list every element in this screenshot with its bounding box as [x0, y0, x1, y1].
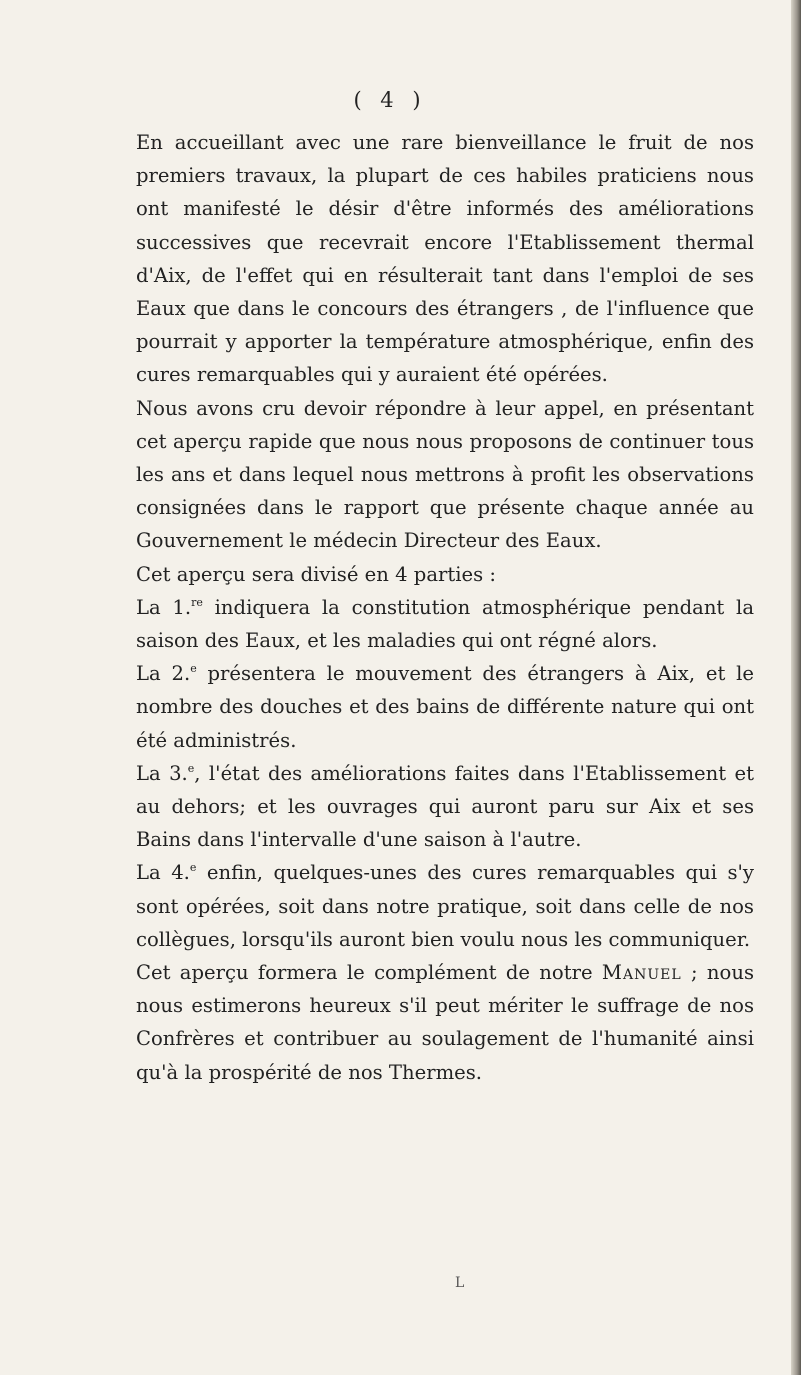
page-number: ( 4 ) [353, 88, 427, 112]
item-text: enfin, quelques-unes des cures remarquables qui s'y sont opérées, soit dans notre pratique, soit dans celle de nos collègues, lorsqu'ils auront bien voulu nous les communiquer. [136, 861, 754, 951]
page-edge [791, 0, 801, 1375]
closing-text-end: ; nous nous estimerons heureux s'il peut mériter le suffrage de nos Confrères et contribuer au soulagement de l'humanité ainsi qu'à la prospérité de nos Thermes. [136, 961, 754, 1084]
item-number: La 2. [136, 662, 191, 686]
list-item-4 [136, 856, 754, 956]
body-text [136, 126, 754, 1089]
manuel-title: Manuel [601, 961, 682, 985]
closing-text-start: Cet aperçu formera le complément de notre [136, 961, 602, 985]
list-item-1 [136, 591, 754, 657]
item-number: La 1. [136, 595, 192, 619]
item-ordinal: e [190, 662, 197, 676]
stray-mark: L [455, 1275, 465, 1291]
item-number: La 4. [136, 861, 190, 885]
paragraph-3: Cet aperçu sera divisé en 4 parties : [136, 562, 496, 586]
item-text: présentera le mouvement des étrangers à Aix, et le nombre des douches et des bains de différente nature qui ont été administrés. [136, 662, 755, 752]
list-item-2 [136, 657, 754, 757]
item-text: , l'état des améliorations faites dans l'Etablissement et au dehors; et les ouvrages qui auront paru sur Aix et ses Bains dans l'intervalle d'une saison à l'autre. [136, 761, 754, 852]
item-ordinal: re [191, 595, 203, 609]
item-ordinal: e [187, 761, 195, 775]
item-ordinal: e [189, 861, 197, 875]
item-text: indiquera la constitution atmosphérique pendant la saison des Eaux, et les maladies qui ont régné alors. [136, 595, 754, 653]
closing-paragraph [136, 956, 754, 1089]
paragraph-2: Nous avons cru devoir répondre à leur appel, en présentant cet aperçu rapide que nous nous proposons de continuer tous les ans et dans lequel nous mettrons à profit les observations consignées dans le rapport que présente chaque année au Gouvernement le médecin Directeur des Eaux. [136, 396, 754, 553]
item-number: La 3. [136, 761, 188, 785]
paragraph-1: En accueillant avec une rare bienveillance le fruit de nos premiers travaux, la plupart de ces habiles praticiens nous ont manifesté le désir d'être informés des améliorations successives que recevrait encore l'Etablissement thermal d'Aix, de l'effet qui en résulterait tant dans l'emploi de ses Eaux que dans le concours des étrangers , de l'influence que pourrait y apporter la température atmosphérique, enfin des cures remarquables qui y auraient été opérées. [136, 131, 754, 387]
list-item-3 [136, 757, 754, 857]
